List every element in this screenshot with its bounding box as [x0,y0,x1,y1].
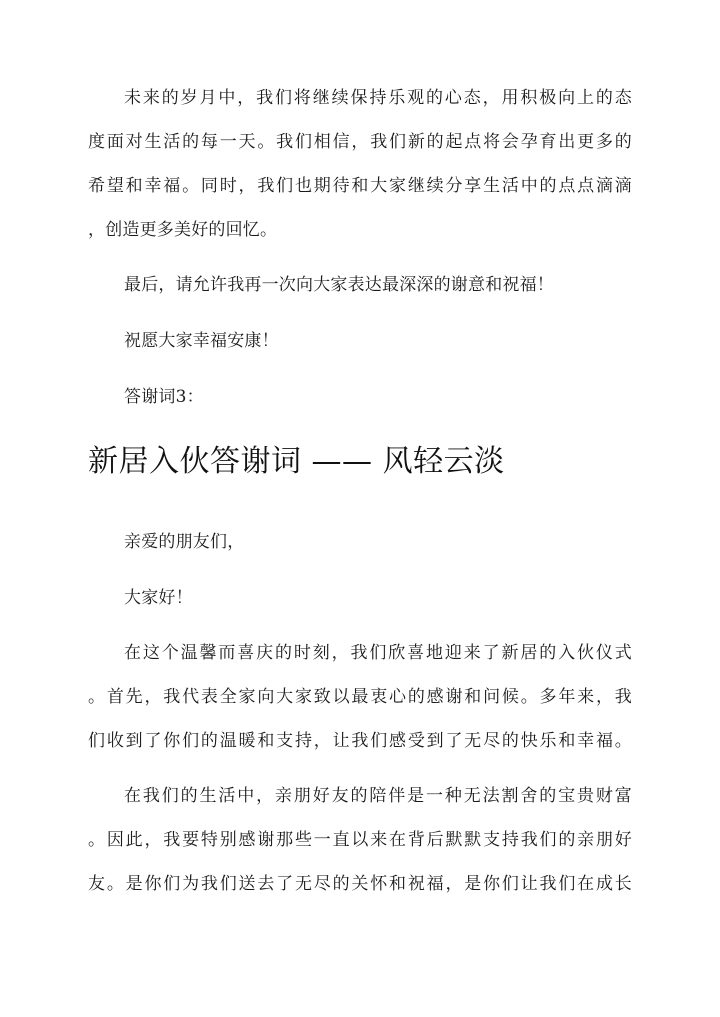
paragraph-line: 最后，请允许我再一次向大家表达最深深的谢意和祝福！ [124,275,554,295]
paragraph-line: 在我们的生活中，亲朋好友的陪伴是一种无法割舍的宝贵财富 [124,786,632,806]
paragraph-line: 。首先，我代表全家向大家致以最衷心的感谢和问候。多年来，我 [88,687,632,707]
paragraph-line: 。因此，我要特别感谢那些一直以来在背后默默支持我们的亲朋好 [88,830,632,850]
section-title: 新居入伙答谢词 —— 风轻云淡 [88,444,505,479]
greeting-line: 大家好！ [124,588,193,608]
paragraph-line: ，创造更多美好的回忆。 [88,220,278,240]
paragraph-line: 度面对生活的每一天。我们相信，我们新的起点将会孕育出更多的 [88,132,632,152]
paragraph-line: 祝愿大家幸福安康！ [124,331,279,351]
paragraph-line: 希望和幸福。同时，我们也期待和大家继续分享生活中的点点滴滴 [88,176,632,196]
paragraph-line: 未来的岁月中，我们将继续保持乐观的心态，用积极向上的态 [124,88,632,108]
paragraph-line: 答谢词3： [124,387,204,407]
paragraph-line: 们收到了你们的温暖和支持，让我们感受到了无尽的快乐和幸福。 [88,731,632,751]
paragraph-line: 友。是你们为我们送去了无尽的关怀和祝福，是你们让我们在成长 [88,874,632,894]
greeting-line: 亲爱的朋友们， [124,532,245,552]
paragraph-line: 在这个温馨而喜庆的时刻，我们欣喜地迎来了新居的入伙仪式 [124,643,632,663]
